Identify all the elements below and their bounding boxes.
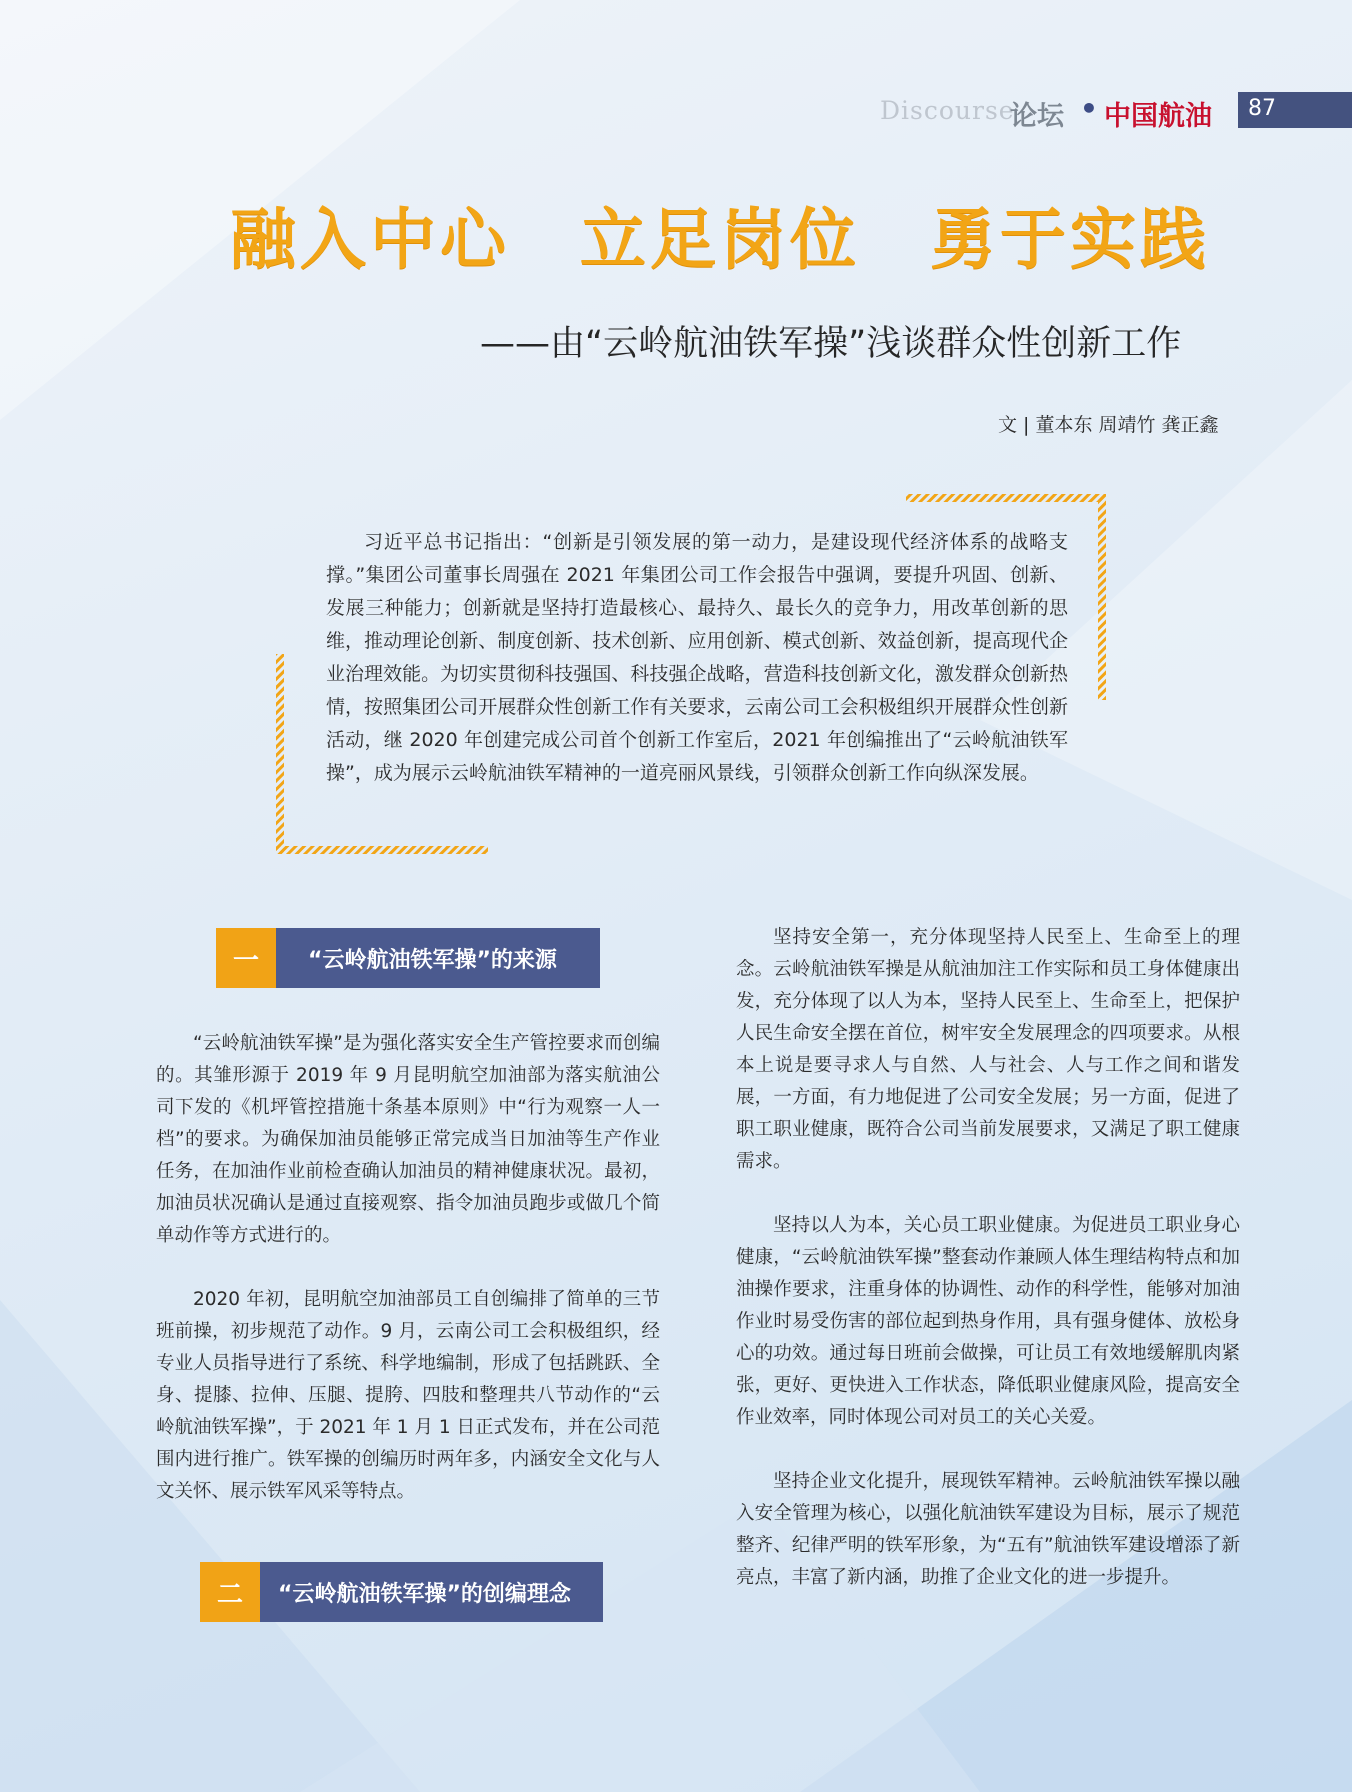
article-byline: 文 | 董本东 周靖竹 龚正鑫 [998,414,1219,436]
page-number-box [1238,92,1352,128]
brand-name: 中国航油 [1104,101,1212,132]
running-header [880,92,1352,130]
section-title: “云岭航油铁军操”的创编理念 [260,1562,603,1622]
intro-paragraph-box [326,526,1068,790]
section-header-1 [216,928,600,988]
body-paragraph: 坚持企业文化提升，展现铁军精神。云岭航油铁军操以融入安全管理为核心，以强化航油铁军建设为目标，展示了规范整齐、纪律严明的铁军形象，为“五有”航油铁军建设增添了新亮点，丰富了新内涵，助推了企业文化的进一步提升。 [736,1471,1240,1588]
section-number: 二 [200,1562,260,1622]
section-header-2 [200,1562,603,1622]
section-number: 一 [216,928,276,988]
section-label-en: Discourse [880,96,1015,125]
body-paragraph: 坚持以人为本，关心员工职业健康。为促进员工职业身心健康，“云岭航油铁军操”整套动作兼顾人体生理结构特点和加油操作要求，注重身体的协调性、动作的科学性，能够对加油作业时易受伤害的部位起到热身作用，具有强身健体、放松身心的功效。通过每日班前会做操，可让员工有效地缓解肌肉紧张，更好、更快进入工作状态，降低职业健康风险，提高安全作业效率，同时体现公司对员工的关心关爱。 [736,1215,1240,1428]
page-number: 87 [1248,96,1276,121]
left-column [156,1028,660,1508]
right-column [736,922,1240,1594]
section-title: “云岭航油铁军操”的来源 [276,928,600,988]
article-subtitle: ——由“云岭航油铁军操”浅谈群众性创新工作 [480,324,1182,364]
separator-dot: • [1080,92,1098,125]
body-paragraph: 坚持安全第一，充分体现坚持人民至上、生命至上的理念。云岭航油铁军操是从航油加注工作实际和员工身体健康出发，充分体现了以人为本，坚持人民至上、生命至上，把保护人民生命安全摆在首位，树牢安全发展理念的四项要求。从根本上说是要寻求人与自然、人与社会、人与工作之间和谐发展，一方面，有力地促进了公司安全发展；另一方面，促进了职工职业健康，既符合公司当前发展要求，又满足了职工健康需求。 [736,927,1240,1172]
intro-paragraph: 习近平总书记指出：“创新是引领发展的第一动力，是建设现代经济体系的战略支撑。”集团公司董事长周强在 2021 年集团公司工作会报告中强调，要提升巩固、创新、发展三种能力；创新就是坚持打造最核心、最持久、最长久的竞争力，用改革创新的思维，推动理论创新、制度创新、技术创新、应用创新、模式创新、效益创新，提高现代企业治理效能。为切实贯彻科技强国、科技强企战略，营造科技创新文化，激发群众创新热情，按照集团公司开展群众性创新工作有关要求，云南公司工会积极组织开展群众性创新活动，继 2020 年创建完成公司首个创新工作室后，2021 年创编推出了“云岭航油铁军操”，成为展示云岭航油铁军精神的一道亮丽风景线，引领群众创新工作向纵深发展。 [326,531,1068,784]
body-paragraph: “云岭航油铁军操”是为强化落实安全生产管控要求而创编的。其雏形源于 2019 年 9 月昆明航空加油部为落实航油公司下发的《机坪管控措施十条基本原则》中“行为观察一人一档”的要求。为确保加油员能够正常完成当日加油等生产作业任务，在加油作业前检查确认加油员的精神健康状况。最初，加油员状况确认是通过直接观察、指令加油员跑步或做几个简单动作等方式进行的。 [156,1033,660,1246]
body-paragraph: 2020 年初，昆明航空加油部员工自创编排了简单的三节班前操，初步规范了动作。9 月，云南公司工会积极组织，经专业人员指导进行了系统、科学地编制，形成了包括跳跃、全身、提膝、拉伸、压腿、提胯、四肢和整理共八节动作的“云岭航油铁军操”，于 2021 年 1 月 1 日正式发布，并在公司范围内进行推广。铁军操的创编历时两年多，内涵安全文化与人文关怀、展示铁军风采等特点。 [156,1289,660,1502]
article-title: 融入中心 立足岗位 勇于实践 [230,201,1210,278]
section-label-cn: 论坛 [1010,101,1064,132]
